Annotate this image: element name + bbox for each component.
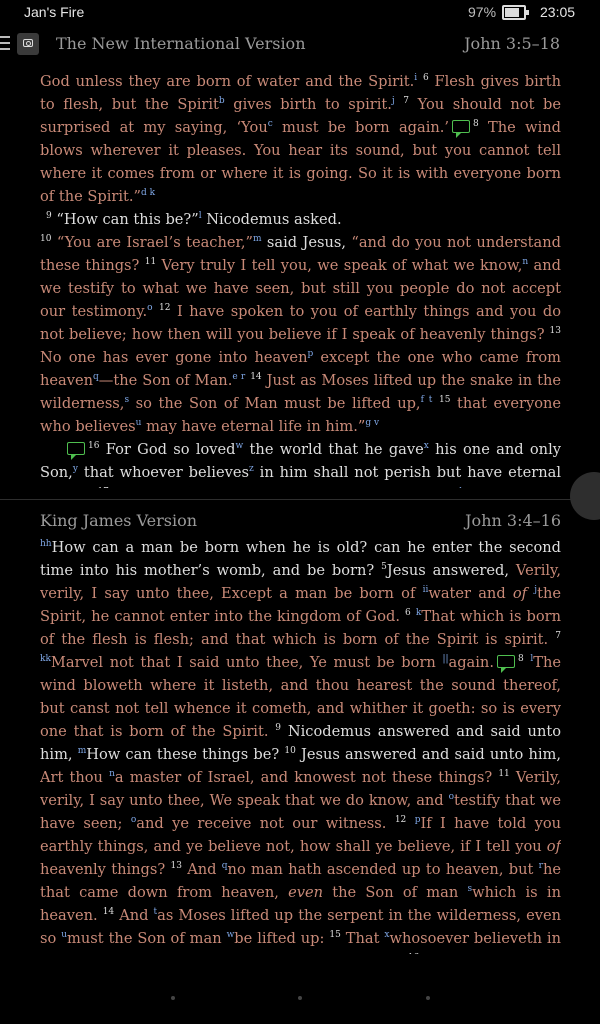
verse-number: 7 [555,631,561,642]
verse-number: 6 [405,608,411,619]
paragraph [40,208,561,231]
reading-pane-niv[interactable] [40,70,561,488]
verse-number [97,487,108,488]
pane2-header [40,511,561,533]
verse-number: 16 [88,441,100,452]
words-of-jesus: must be born again.’ [272,119,450,136]
footnote-marker[interactable]: s [124,395,130,406]
words-of-jesus: and we testify to what we have seen, but still you people do not accept our testimony. [40,257,561,320]
words-of-jesus: a master of Israel, and knowest not these things? [114,769,499,786]
words-of-jesus: be lifted up: [234,930,330,947]
words-of-jesus: even [288,884,324,901]
translation-title[interactable]: The New International Version [56,34,306,53]
passage-reference[interactable]: John 3:5–18 [464,34,560,53]
verse-number: 15 [438,395,451,406]
words-of-jesus: gives birth to spirit. [224,96,392,113]
words-of-jesus: You should not be surprised at my saying, ‘You [40,96,561,136]
paragraph [40,231,561,438]
footnote-marker[interactable]: g v [365,418,380,429]
carrier-name: Jan's Fire [24,4,85,20]
footnote-marker[interactable]: u [61,930,68,941]
split-drag-handle[interactable] [570,472,600,520]
footnote-marker[interactable]: kk [40,654,51,665]
verse-text: How can these things be? [86,746,285,763]
verse-text: that whoever believes [77,464,249,481]
words-of-jesus: so the Son of Man must be lifted up, [129,395,421,412]
verse-text: his one and only Son, [40,441,561,481]
footnote-marker[interactable]: b [218,96,225,107]
words-of-jesus: except the one who came from heaven [40,349,561,389]
footnote-marker[interactable]: q [93,372,99,383]
words-of-jesus [255,953,384,954]
words-of-jesus: “You are Israel’s teacher,” [51,234,253,251]
footnote-marker[interactable]: w [235,441,244,452]
words-of-jesus: which is in heaven. [40,884,561,924]
footnote-marker[interactable]: d k [140,188,156,199]
verse-number: 15 [329,930,341,941]
footnote-marker[interactable]: ii [422,585,429,596]
footnote-marker[interactable] [68,487,73,488]
page-dot [298,996,302,1000]
footnote-marker[interactable]: o [147,303,153,314]
words-of-jesus: and ye receive not our witness. [136,815,395,832]
verse-number: 9 [46,211,52,222]
words-of-jesus: water and [428,585,513,602]
paragraph [40,536,561,954]
words-of-jesus: Verily, verily, I say unto thee, We speak that we do know, and [40,769,561,809]
words-of-jesus: If I have told you earthly things, and ye believe not, how shall ye believe, if I tell you [40,815,561,855]
page-indicator [0,996,600,1002]
verse-number: 13 [170,861,182,872]
words-of-jesus: must the Son of man [67,930,227,947]
reading-pane-kjv[interactable] [40,536,561,954]
words-of-jesus: the Son of man [323,884,468,901]
verse-text: in him shall not perish but have eternal [259,464,561,481]
footnote-marker[interactable]: m [252,234,262,245]
pane-divider [0,499,600,500]
verse-number: 10 [40,234,52,245]
verse-number: 12 [394,815,407,826]
title-bar [0,28,600,60]
footnote-marker[interactable]: k [415,608,422,619]
words-of-jesus: testify that we have seen; [40,792,561,832]
status-bar [0,0,600,24]
footnote-marker[interactable]: z [249,464,254,475]
text-run [395,96,404,113]
verse-number: 7 [403,96,410,107]
page-dot [171,996,175,1000]
note-icon[interactable] [452,120,470,133]
words-of-jesus: Just as Moses lifted up the snake in the wilderness, [40,372,561,412]
verse-number: 6 [422,73,429,84]
verse-number: 8 [473,119,479,130]
verse-number: 11 [498,769,510,780]
verse-number: 8 [517,654,524,665]
battery-percent: 97% [468,4,497,20]
verse-number: 5 [381,562,387,573]
footnote-marker[interactable]: j [534,585,538,596]
note-icon[interactable] [497,655,515,668]
words-of-jesus: “and do you not understand these things? [40,234,561,274]
text-run [432,395,439,412]
footnote-marker[interactable]: m [77,746,87,757]
paragraph [40,438,561,488]
words-of-jesus: The wind blows wherever it pleases. You hear its sound, but you cannot tell where it comes from or where it is going. So it is with everyone born of the Spirit.” [40,119,561,205]
panel-icon [23,39,33,47]
words-of-jesus: that everyone who believes [40,395,561,435]
footnote-marker[interactable]: i [414,73,418,84]
words-of-jesus: he that came down from heaven, [40,861,561,901]
menu-icon[interactable] [0,36,10,50]
note-icon[interactable] [67,442,85,455]
translation-title[interactable]: King James Version [40,511,198,530]
footnote-marker[interactable]: || [442,654,449,665]
words-of-jesus: —the Son of Man. [98,372,233,389]
page-dot [426,996,430,1000]
footnote-marker[interactable]: u [135,418,142,429]
footnote-marker[interactable]: l [530,654,534,665]
verse-number: 11 [144,257,157,268]
verse-text: Nicodemus answered and said unto him, [40,723,561,763]
verse-text: How can a man be born when he is old? can he enter the second time into his mother’s womb, and be born? [40,539,561,579]
verse-text: Nicodemus asked. [201,211,342,228]
words-of-jesus: The wind bloweth where it listeth, and thou hearest the sound thereof, but canst not tell whence it cometh, and whither it goeth: so is every one that is born of the Spirit. [40,654,561,740]
words-of-jesus: again. [448,654,494,671]
words-of-jesus: Flesh gives birth to flesh, but the Spirit [40,73,561,113]
footnote-marker[interactable]: y [72,464,78,475]
words-of-jesus: Art thou [40,769,110,786]
verse-text: For God so loved [99,441,236,458]
footnote-marker[interactable]: x [423,441,429,452]
words-of-jesus: of [546,838,561,855]
footnote-marker[interactable]: hh [40,539,52,550]
footnote-marker[interactable]: s [467,884,473,895]
footnote-marker[interactable]: n [522,257,529,268]
words-of-jesus: And [181,861,222,878]
footnote-marker[interactable]: w [226,930,235,941]
footnote-marker[interactable]: o [130,815,137,826]
verse-text: Jesus answered and said unto him, [295,746,561,763]
passage-reference[interactable]: John 3:4–16 [465,511,561,530]
verse-number: 9 [275,723,282,734]
footnote-marker[interactable]: l [198,211,202,222]
battery-icon [502,5,526,20]
clock: 23:05 [540,4,576,20]
words-of-jesus: God unless they are born of water and the Spirit. [40,73,415,90]
verse-text: Jesus answered, [386,562,516,579]
verse-text: the world that he gave [243,441,424,458]
footnote-marker[interactable]: p [307,349,314,360]
words-of-jesus: Marvel not that I said unto thee, Ye must be born [50,654,443,671]
words-of-jesus: No one has ever gone into heaven [40,349,308,366]
words-of-jesus: Very truly I tell you, we speak of what we know, [156,257,523,274]
words-of-jesus: I have spoken to you of earthly things and you do not believe; how then will you believe if I speak of heavenly things? [40,303,561,343]
paragraph [40,70,561,208]
footnote-marker[interactable]: q [221,861,228,872]
footnote-marker[interactable]: o [448,792,454,803]
footnote-marker[interactable]: p [414,815,421,826]
footnote-marker[interactable]: c [267,119,273,130]
words-of-jesus: Verily, verily, I say unto thee, Except a man be born of [40,562,561,602]
verse-text: “How can this be?” [51,211,199,228]
words-of-jesus: That [340,930,385,947]
footnote-marker[interactable]: r [538,861,543,872]
verse-number: 14 [102,907,115,918]
words-of-jesus: heavenly things? [40,861,171,878]
footnote-marker[interactable]: x [384,930,390,941]
verse-number [408,953,419,954]
words-of-jesus: of [512,585,528,602]
verse-number: 10 [284,746,296,757]
footnote-marker[interactable]: j [391,96,395,107]
footnote-marker[interactable]: e r [232,372,246,383]
words-of-jesus [406,815,414,832]
panel-toggle-button[interactable] [17,33,39,55]
footnote-marker[interactable]: n [109,769,115,780]
words-of-jesus: no man hath ascended up to heaven, but [227,861,539,878]
words-of-jesus: And [114,907,154,924]
verse-number: 12 [159,303,171,314]
footnote-marker[interactable]: f t [420,395,433,406]
verse-number: 14 [250,372,262,383]
words-of-jesus: the Spirit, he cannot enter into the kingdom of God. [40,585,561,625]
words-of-jesus: That which is born of the flesh is flesh; and that which is born of the Spirit is spirit. [40,608,561,648]
footnote-marker[interactable]: t [153,907,158,918]
verse-text: said Jesus, [261,234,346,251]
words-of-jesus [419,953,457,954]
words-of-jesus: may have eternal life in him.” [141,418,366,435]
verse-number: 13 [549,326,561,337]
words-of-jesus: as Moses lifted up the serpent in the wilderness, even so [40,907,561,947]
verse-text [109,487,459,488]
words-of-jesus: whosoever believeth in [389,930,561,947]
